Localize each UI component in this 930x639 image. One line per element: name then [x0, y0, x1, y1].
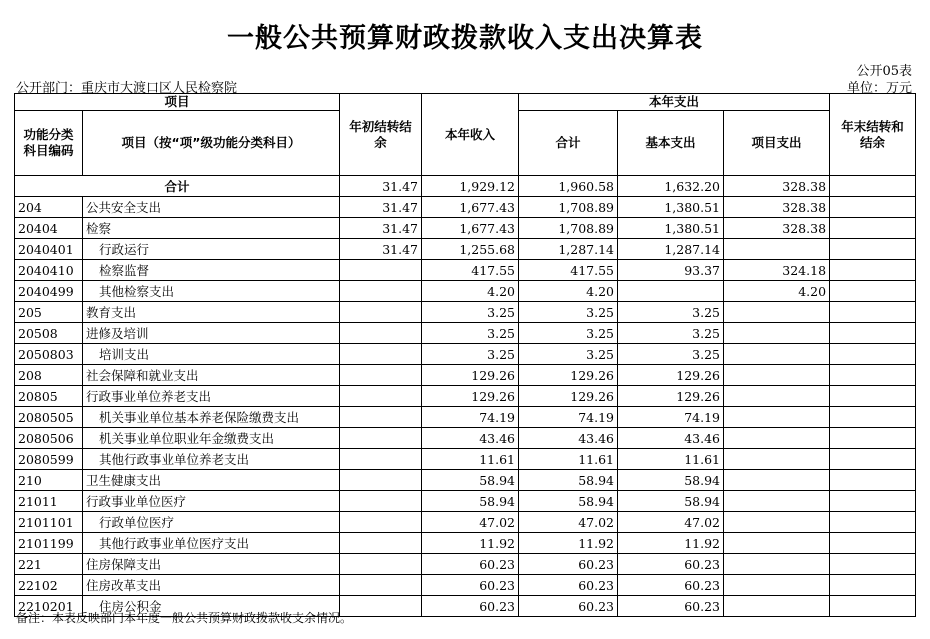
row-basic: 1,380.51: [618, 218, 724, 239]
row-project: [724, 344, 830, 365]
header-item-name: 项目（按“项”级功能分类科目）: [83, 111, 340, 176]
row-code: 2101199: [15, 533, 83, 554]
table-row: [15, 281, 916, 302]
row-basic: 74.19: [618, 407, 724, 428]
row-name: 公共安全支出: [83, 197, 340, 218]
row-basic: 60.23: [618, 554, 724, 575]
row-code: 2080599: [15, 449, 83, 470]
row-total: 3.25: [519, 323, 618, 344]
row-income: 1,677.43: [422, 197, 519, 218]
row-name: 卫生健康支出: [83, 470, 340, 491]
row-total: 129.26: [519, 365, 618, 386]
row-income: 11.61: [422, 449, 519, 470]
total-carry-end: [830, 176, 916, 197]
row-project: 324.18: [724, 260, 830, 281]
row-basic: 3.25: [618, 302, 724, 323]
row-carry-begin: 31.47: [340, 239, 422, 260]
row-name: 行政事业单位医疗: [83, 491, 340, 512]
row-carry-end: [830, 575, 916, 596]
row-total: 43.46: [519, 428, 618, 449]
row-total: 58.94: [519, 491, 618, 512]
row-total: 129.26: [519, 386, 618, 407]
row-income: 3.25: [422, 302, 519, 323]
total-carry-begin: 31.47: [340, 176, 422, 197]
row-carry-end: [830, 428, 916, 449]
footnote: 备注：本表反映部门本年度一般公共预算财政拨款收支余情况。: [16, 611, 353, 625]
row-carry-begin: [340, 323, 422, 344]
row-project: [724, 302, 830, 323]
row-carry-begin: [340, 533, 422, 554]
row-carry-end: [830, 218, 916, 239]
row-carry-begin: [340, 428, 422, 449]
row-name: 住房改革支出: [83, 575, 340, 596]
row-total: 4.20: [519, 281, 618, 302]
row-code: 205: [15, 302, 83, 323]
row-name: 其他行政事业单位医疗支出: [83, 533, 340, 554]
row-carry-begin: [340, 470, 422, 491]
row-code: 2040499: [15, 281, 83, 302]
row-project: [724, 323, 830, 344]
table-row: [15, 260, 916, 281]
row-name: 住房保障支出: [83, 554, 340, 575]
row-code: 20404: [15, 218, 83, 239]
row-name: 行政事业单位养老支出: [83, 386, 340, 407]
table-row: [15, 575, 916, 596]
row-total: 58.94: [519, 470, 618, 491]
header-project: 项目支出: [724, 111, 830, 176]
table-row: [15, 449, 916, 470]
row-basic: 129.26: [618, 365, 724, 386]
row-total: 74.19: [519, 407, 618, 428]
table-row: [15, 554, 916, 575]
row-carry-end: [830, 407, 916, 428]
table-row: [15, 407, 916, 428]
row-name: 其他行政事业单位养老支出: [83, 449, 340, 470]
budget-table: [14, 93, 916, 617]
row-income: 1,255.68: [422, 239, 519, 260]
row-total: 47.02: [519, 512, 618, 533]
row-basic: [618, 281, 724, 302]
row-project: [724, 365, 830, 386]
row-basic: 58.94: [618, 470, 724, 491]
header-total: 合计: [519, 111, 618, 176]
row-basic: 11.61: [618, 449, 724, 470]
row-code: 210: [15, 470, 83, 491]
row-income: 60.23: [422, 554, 519, 575]
row-name: 检察: [83, 218, 340, 239]
unit-label: 单位：万元: [846, 81, 912, 96]
row-total: 60.23: [519, 596, 618, 617]
total-basic: 1,632.20: [618, 176, 724, 197]
table-row: [15, 323, 916, 344]
row-carry-end: [830, 239, 916, 260]
row-project: [724, 386, 830, 407]
row-carry-end: [830, 554, 916, 575]
row-project: [724, 470, 830, 491]
department-label: 公开部门：重庆市大渡口区人民检察院: [16, 81, 238, 96]
row-carry-begin: [340, 302, 422, 323]
row-basic: 60.23: [618, 596, 724, 617]
row-project: [724, 239, 830, 260]
row-carry-begin: [340, 575, 422, 596]
row-code: 2040410: [15, 260, 83, 281]
row-basic: 1,380.51: [618, 197, 724, 218]
table-row: [15, 491, 916, 512]
row-income: 58.94: [422, 491, 519, 512]
row-project: [724, 449, 830, 470]
row-carry-end: [830, 470, 916, 491]
row-income: 74.19: [422, 407, 519, 428]
row-total: 3.25: [519, 344, 618, 365]
row-carry-begin: [340, 386, 422, 407]
row-carry-begin: [340, 281, 422, 302]
table-row: [15, 365, 916, 386]
total-label: 合计: [15, 176, 340, 197]
table-row: [15, 239, 916, 260]
row-project: 4.20: [724, 281, 830, 302]
row-carry-begin: [340, 365, 422, 386]
row-carry-end: [830, 449, 916, 470]
total-project: 328.38: [724, 176, 830, 197]
row-project: [724, 428, 830, 449]
table-row: [15, 386, 916, 407]
row-total: 1,708.89: [519, 218, 618, 239]
row-code: 2210201: [15, 596, 83, 617]
row-income: 58.94: [422, 470, 519, 491]
row-carry-end: [830, 344, 916, 365]
total-income: 1,929.12: [422, 176, 519, 197]
row-name: 教育支出: [83, 302, 340, 323]
row-carry-end: [830, 512, 916, 533]
row-carry-begin: [340, 512, 422, 533]
row-name: 培训支出: [83, 344, 340, 365]
row-code: 2040401: [15, 239, 83, 260]
row-income: 417.55: [422, 260, 519, 281]
row-code: 221: [15, 554, 83, 575]
row-income: 11.92: [422, 533, 519, 554]
row-code: 2101101: [15, 512, 83, 533]
table-row: [15, 218, 916, 239]
row-basic: 129.26: [618, 386, 724, 407]
table-row: [15, 512, 916, 533]
header-expense-group: 本年支出: [519, 94, 830, 111]
row-name: 检察监督: [83, 260, 340, 281]
row-project: [724, 407, 830, 428]
form-code: 公开05表: [856, 64, 912, 79]
table-row: [15, 470, 916, 491]
header-carry-begin: 年初结转结 余: [340, 94, 422, 176]
page-title: 一般公共预算财政拨款收入支出决算表: [227, 23, 703, 54]
row-code: 204: [15, 197, 83, 218]
row-basic: 58.94: [618, 491, 724, 512]
row-project: [724, 596, 830, 617]
row-income: 129.26: [422, 386, 519, 407]
row-income: 3.25: [422, 323, 519, 344]
row-name: 机关事业单位基本养老保险缴费支出: [83, 407, 340, 428]
row-name: 机关事业单位职业年金缴费支出: [83, 428, 340, 449]
header-item-group: 项目: [15, 94, 340, 111]
row-basic: 60.23: [618, 575, 724, 596]
row-carry-end: [830, 533, 916, 554]
row-code: 22102: [15, 575, 83, 596]
row-code: 2080506: [15, 428, 83, 449]
row-income: 47.02: [422, 512, 519, 533]
table-row: [15, 197, 916, 218]
row-carry-begin: 31.47: [340, 218, 422, 239]
row-carry-begin: [340, 260, 422, 281]
row-basic: 11.92: [618, 533, 724, 554]
row-carry-end: [830, 596, 916, 617]
header-basic: 基本支出: [618, 111, 724, 176]
row-basic: 3.25: [618, 344, 724, 365]
row-name: 进修及培训: [83, 323, 340, 344]
table-row: [15, 428, 916, 449]
row-carry-begin: [340, 344, 422, 365]
row-carry-end: [830, 365, 916, 386]
row-carry-end: [830, 386, 916, 407]
table-row: [15, 302, 916, 323]
row-income: 60.23: [422, 596, 519, 617]
row-carry-end: [830, 323, 916, 344]
row-project: [724, 554, 830, 575]
row-carry-end: [830, 197, 916, 218]
table-row: [15, 344, 916, 365]
row-income: 4.20: [422, 281, 519, 302]
row-income: 60.23: [422, 575, 519, 596]
row-carry-end: [830, 491, 916, 512]
header-carry-end: 年末结转和 结余: [830, 94, 916, 176]
row-code: 21011: [15, 491, 83, 512]
row-code: 2080505: [15, 407, 83, 428]
row-name: 住房公积金: [83, 596, 340, 617]
row-basic: 3.25: [618, 323, 724, 344]
row-code: 20805: [15, 386, 83, 407]
row-code: 208: [15, 365, 83, 386]
row-name: 行政单位医疗: [83, 512, 340, 533]
row-total: 60.23: [519, 554, 618, 575]
row-income: 1,677.43: [422, 218, 519, 239]
row-income: 43.46: [422, 428, 519, 449]
row-carry-begin: [340, 449, 422, 470]
row-basic: 1,287.14: [618, 239, 724, 260]
row-income: 3.25: [422, 344, 519, 365]
total-expense: 1,960.58: [519, 176, 618, 197]
table-row: [15, 533, 916, 554]
row-carry-end: [830, 281, 916, 302]
row-carry-end: [830, 260, 916, 281]
row-name: 社会保障和就业支出: [83, 365, 340, 386]
row-basic: 93.37: [618, 260, 724, 281]
row-total: 11.61: [519, 449, 618, 470]
row-carry-begin: [340, 491, 422, 512]
header-func-code: 功能分类 科目编码: [15, 111, 83, 176]
row-carry-begin: [340, 407, 422, 428]
row-project: [724, 533, 830, 554]
row-code: 20508: [15, 323, 83, 344]
row-name: 其他检察支出: [83, 281, 340, 302]
row-basic: 47.02: [618, 512, 724, 533]
row-total: 1,287.14: [519, 239, 618, 260]
row-total: 417.55: [519, 260, 618, 281]
row-project: 328.38: [724, 197, 830, 218]
row-total: 3.25: [519, 302, 618, 323]
header-income: 本年收入: [422, 94, 519, 176]
row-project: [724, 512, 830, 533]
row-project: 328.38: [724, 218, 830, 239]
row-project: [724, 575, 830, 596]
row-project: [724, 491, 830, 512]
row-carry-begin: 31.47: [340, 197, 422, 218]
row-income: 129.26: [422, 365, 519, 386]
row-carry-begin: [340, 554, 422, 575]
row-carry-end: [830, 302, 916, 323]
row-total: 11.92: [519, 533, 618, 554]
row-basic: 43.46: [618, 428, 724, 449]
row-name: 行政运行: [83, 239, 340, 260]
row-total: 1,708.89: [519, 197, 618, 218]
row-code: 2050803: [15, 344, 83, 365]
total-row: [15, 176, 916, 197]
row-total: 60.23: [519, 575, 618, 596]
